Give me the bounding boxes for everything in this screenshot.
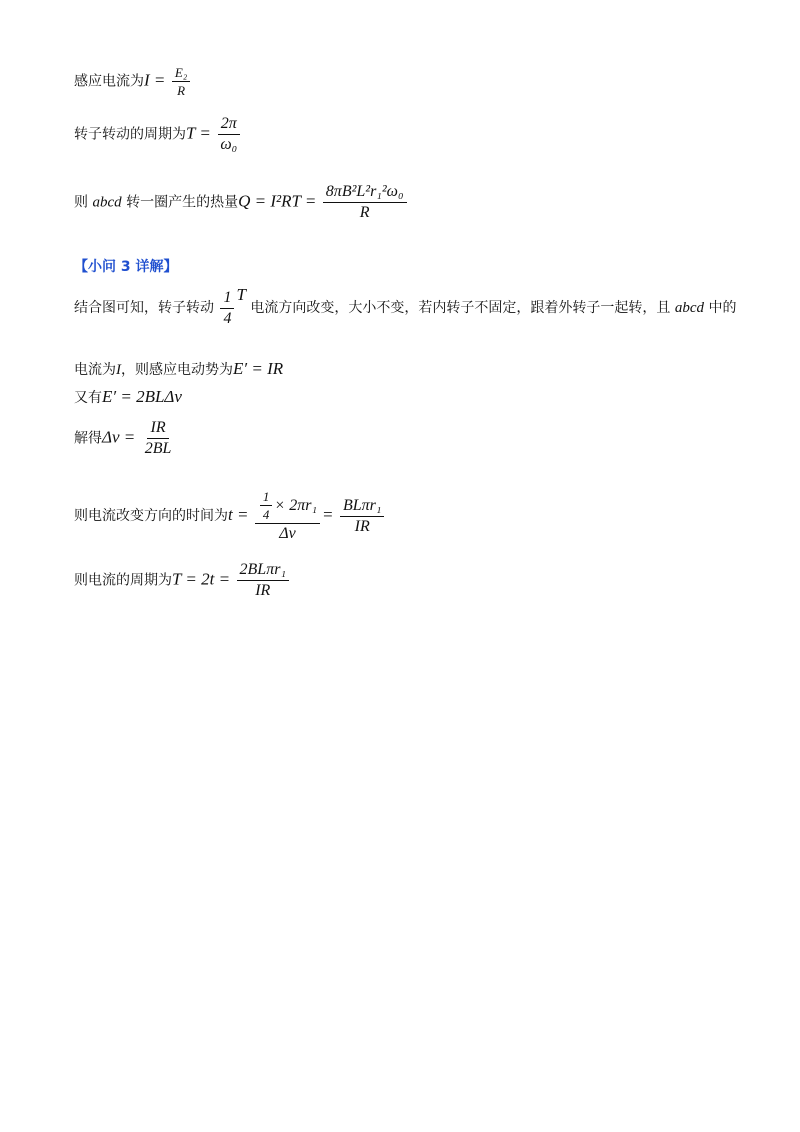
current-post: ，则感应电动势为	[121, 362, 233, 378]
section-heading-line	[74, 260, 178, 274]
section-heading: 【小问 3 详解】	[74, 259, 178, 275]
time-fraction	[255, 490, 320, 542]
also-pre: 又有	[74, 390, 102, 406]
also-equation: E′ = 2BLΔv	[102, 387, 182, 406]
combine-frac-var: T	[236, 285, 246, 304]
induced-current-line	[74, 66, 192, 97]
solve-line	[74, 420, 176, 457]
fraction-denominator: IR	[255, 582, 271, 599]
current-var: I	[116, 362, 121, 378]
period-line	[74, 562, 291, 599]
heat-label-pre: 则	[74, 194, 88, 211]
combine-pre: 结合图可知，转子转动	[74, 300, 214, 316]
time-eq2: =	[322, 505, 334, 524]
induced-current-fraction	[172, 66, 190, 97]
period-fraction	[237, 562, 289, 599]
fraction-denominator: IR	[354, 517, 370, 535]
current-pre: 电流为	[74, 362, 116, 378]
fraction-denominator: 2BL	[144, 440, 172, 457]
heat-label-var: abcd	[92, 194, 122, 211]
induced-current-label: 感应电流为	[74, 73, 144, 90]
fraction-denominator: 4	[262, 507, 270, 522]
fraction-numerator: 1	[220, 290, 234, 309]
fraction-numerator: BLπr₁	[340, 498, 384, 517]
heat-label-post: 转一圈产生的热量	[126, 194, 239, 211]
rotor-period-fraction	[217, 116, 240, 153]
fraction-denominator: R	[359, 204, 370, 221]
induced-current-lhs: I =	[144, 70, 166, 90]
fraction-denominator: Δv	[279, 525, 296, 542]
heat-line	[74, 184, 409, 221]
combine-mid: 电流方向改变，大小不变，若内转子不固定，跟着外转子一起转，且	[250, 300, 671, 316]
time-lhs: t =	[228, 505, 249, 524]
fraction-numerator	[255, 490, 320, 524]
time-line	[74, 490, 386, 542]
fraction-numerator: 2BLπr₁	[237, 562, 289, 581]
fraction-denominator: ω₀	[220, 136, 238, 153]
time-pre: 则电流改变方向的时间为	[74, 508, 228, 524]
fraction-denominator: 4	[223, 309, 232, 327]
time-fraction-2	[340, 498, 384, 535]
rotor-period-line	[74, 116, 242, 153]
solve-pre: 解得	[74, 430, 102, 447]
fraction-numerator: IR	[147, 420, 168, 439]
time-num-tail: × 2πr₁	[274, 496, 318, 514]
period-lhs: T = 2t =	[172, 569, 231, 589]
heat-fraction	[323, 184, 407, 221]
period-pre: 则电流的周期为	[74, 572, 172, 589]
combine-post: 中的	[708, 300, 737, 316]
fraction-numerator: E₂	[172, 66, 190, 82]
current-line	[74, 360, 283, 378]
emf-equation: E′ = IR	[233, 359, 284, 378]
rotor-period-label: 转子转动的周期为	[74, 126, 186, 143]
solve-fraction	[142, 420, 175, 457]
fraction-numerator: 8πB²L²r₁²ω₀	[323, 184, 407, 203]
fraction-denominator: R	[177, 83, 186, 98]
fraction-numerator: 1	[260, 490, 273, 506]
rotor-period-lhs: T =	[186, 123, 211, 143]
inner-quarter-fraction	[260, 490, 273, 521]
solve-lhs: Δv =	[102, 427, 136, 447]
also-line	[74, 388, 182, 405]
quarter-fraction	[220, 290, 234, 327]
heat-lhs: Q = I²RT =	[238, 191, 317, 211]
combine-var: abcd	[674, 300, 704, 316]
combine-line	[74, 286, 736, 327]
fraction-numerator: 2π	[218, 116, 240, 135]
